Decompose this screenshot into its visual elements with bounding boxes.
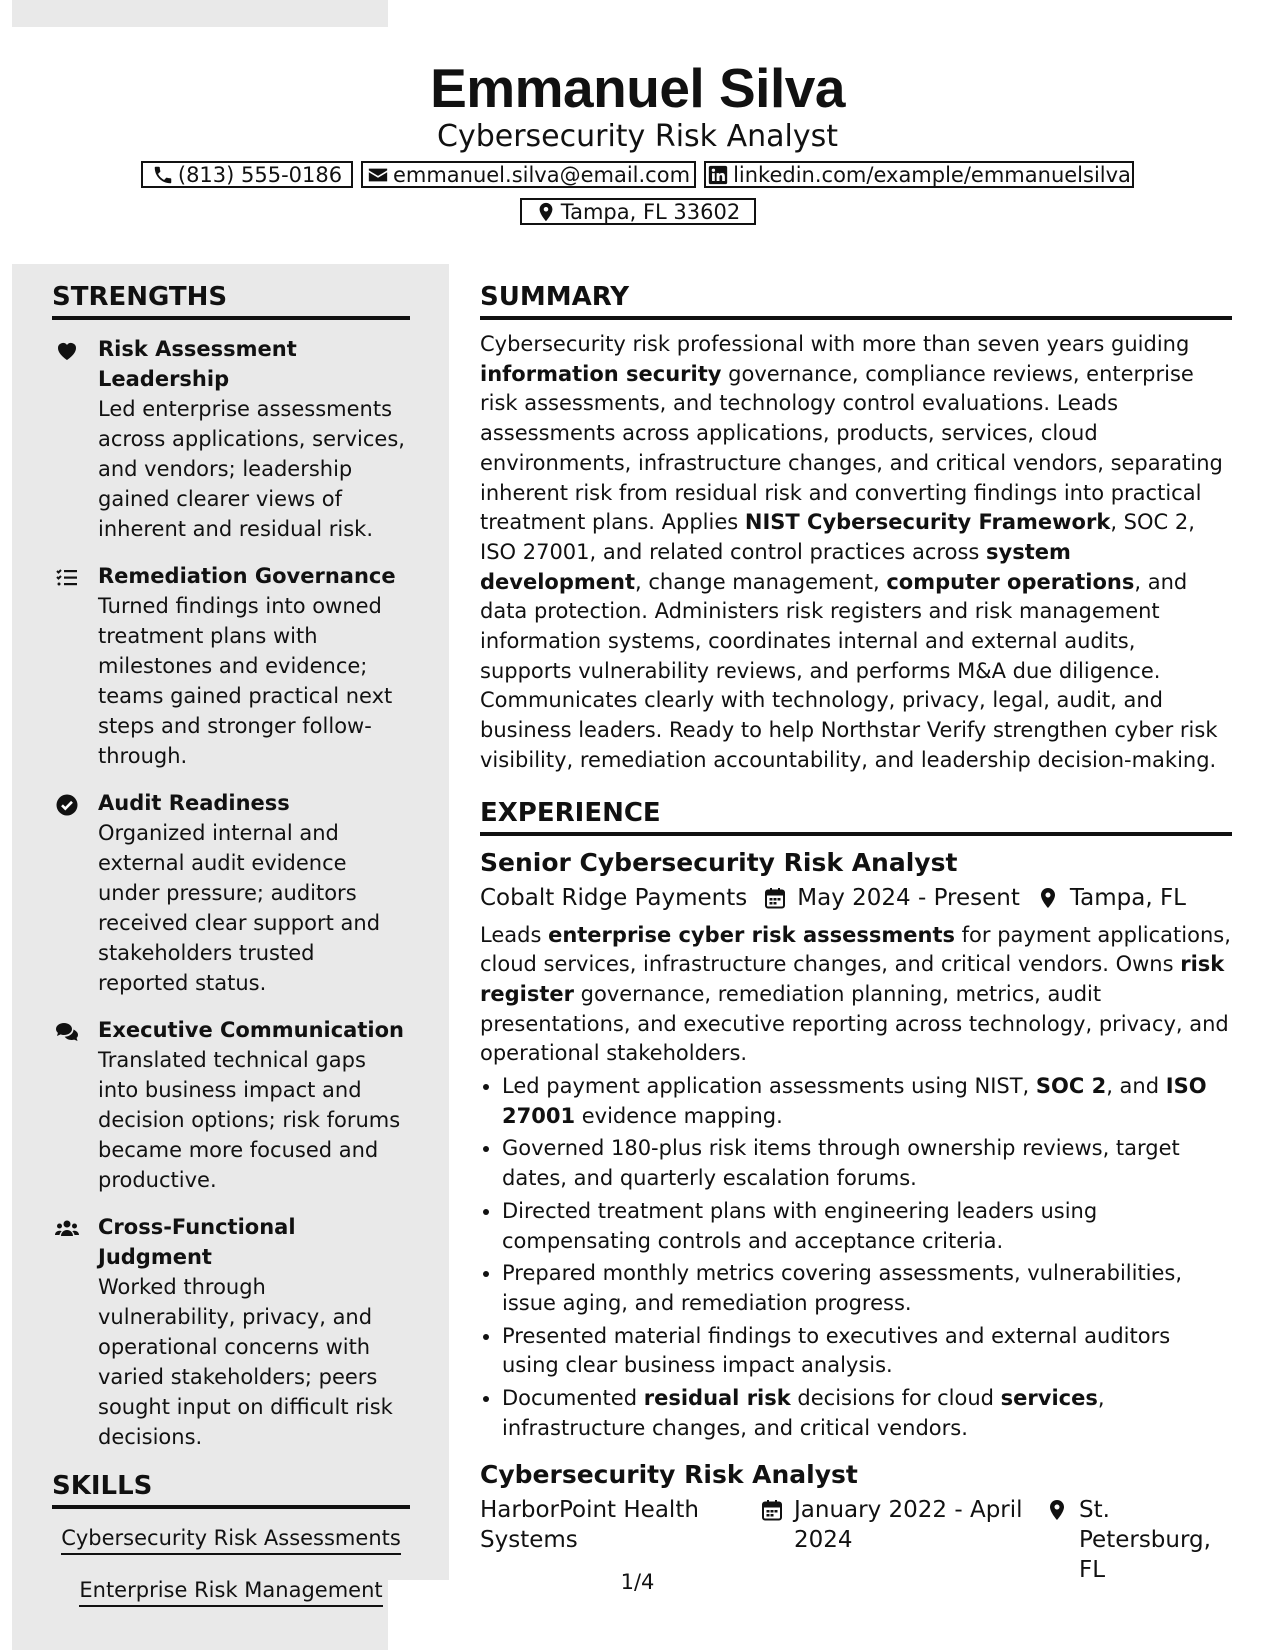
heart-icon (55, 339, 79, 363)
users-icon (55, 1217, 79, 1241)
strength-description: Translated technical gaps into business impact and decision options; risk forums became more focused and productive. (98, 1048, 401, 1192)
calendar-icon (760, 1498, 784, 1522)
job-description: Leads enterprise cyber risk assessments for payment applications, cloud services, infrastructure changes, and critical vendors. Owns risk register governance, remediation planning, metrics, audit presentations, and executive reporting across technology, privacy, and operational stakeholders. (480, 922, 1231, 1066)
candidate-name: Emmanuel Silva (430, 57, 845, 119)
strength-item (52, 1015, 410, 1195)
skills-heading: SKILLS (52, 1469, 410, 1509)
phone-text: (813) 555-0186 (177, 162, 343, 187)
strengths-heading: STRENGTHS (52, 280, 410, 320)
strength-title: Remediation Governance (98, 564, 396, 588)
list-check-icon (55, 566, 79, 590)
experience-heading: EXPERIENCE (480, 796, 1232, 836)
company-name: HarborPoint Health Systems (480, 1496, 699, 1553)
calendar-icon (763, 886, 787, 910)
email-chip[interactable] (361, 161, 696, 188)
strength-description: Organized internal and external audit evidence under pressure; auditors received clear support and stakeholders trusted reported status. (98, 821, 381, 995)
top-decor-bar (12, 0, 388, 27)
linkedin-chip[interactable] (704, 161, 1134, 188)
bullet-item: • Led payment application assessments using NIST, SOC 2, and ISO 27001 evidence mapping. (502, 1072, 1232, 1131)
email-text: emmanuel.silva@email.com (392, 162, 691, 187)
candidate-title: Cybersecurity Risk Analyst (437, 119, 838, 154)
sidebar (52, 280, 410, 1627)
location-chip (520, 198, 756, 225)
skill-item: Enterprise Risk Management (79, 1575, 382, 1607)
strength-item (52, 1212, 410, 1452)
resume-header (0, 55, 1275, 225)
company-name: Cobalt Ridge Payments (480, 884, 748, 911)
strength-description: Turned findings into owned treatment plans with milestones and evidence; teams gained practical next steps and stronger follow-through. (98, 594, 393, 768)
job-dates: May 2024 - Present (797, 884, 1020, 911)
strength-item (52, 334, 410, 544)
job-location: St. Petersburg, FL (1079, 1496, 1211, 1583)
job-meta (480, 883, 1232, 913)
strengths-list (52, 334, 410, 1452)
bullet-item: • Directed treatment plans with engineering leaders using compensating controls and acceptance criteria. (502, 1197, 1232, 1256)
job-title: Cybersecurity Risk Analyst (480, 1459, 858, 1489)
strength-title: Audit Readiness (98, 791, 290, 815)
strength-description: Led enterprise assessments across applications, services, and vendors; leadership gained clearer views of inherent and residual risk. (98, 397, 405, 541)
page-number: 1/4 (620, 1570, 655, 1594)
job-title: Senior Cybersecurity Risk Analyst (480, 847, 958, 877)
strength-title: Risk Assessment Leadership (98, 337, 297, 391)
summary-text: Cybersecurity risk professional with more than seven years guiding information security governance, compliance reviews, enterprise risk assessments, and technology control evaluations. Leads assessments across applications, products, services, cloud environments, infrastructure changes, and critical vendors, separating inherent risk from residual risk and converting findings into practical treatment plans. Applies NIST Cybersecurity Framework, SOC 2, ISO 27001, and related control practices across system development, change management, computer operations, and data protection. Administers risk registers and risk management information systems, coordinates internal and external audits, supports vulnerability reviews, and performs M&A due diligence. Communicates clearly with technology, privacy, legal, audit, and business leaders. Ready to help Northstar Verify strengthen cyber risk visibility, remediation accountability, and leadership decision-making. (480, 332, 1223, 772)
linkedin-text: linkedin.com/example/emmanuelsilva (733, 162, 1131, 187)
bullet-item: • Governed 180-plus risk items through ownership reviews, target dates, and quarterly escalation forums. (502, 1134, 1232, 1193)
contact-row-2 (0, 198, 1275, 225)
job-dates: January 2022 - April 2024 (794, 1496, 1023, 1553)
main-column (480, 280, 1232, 1585)
linkedin-icon (707, 164, 729, 186)
comments-icon (55, 1020, 79, 1044)
bullet-item: • Prepared monthly metrics covering assessments, vulnerabilities, issue aging, and remediation progress. (502, 1259, 1232, 1318)
summary-heading: SUMMARY (480, 280, 1232, 320)
job-bullets (480, 1072, 1232, 1443)
job-location: Tampa, FL (1069, 884, 1186, 911)
phone-chip[interactable] (141, 161, 353, 188)
strength-description: Worked through vulnerability, privacy, and operational concerns with varied stakeholders; peers sought input on difficult risk decisions. (98, 1275, 393, 1449)
bullet-item: • Documented residual risk decisions for cloud services, infrastructure changes, and critical vendors. (502, 1384, 1232, 1443)
phone-icon (152, 164, 174, 186)
envelope-icon (367, 164, 389, 186)
strength-item (52, 561, 410, 771)
check-circle-icon (55, 793, 79, 817)
skill-item: Cybersecurity Risk Assessments (61, 1523, 401, 1555)
strength-title: Cross-Functional Judgment (98, 1215, 296, 1269)
location-text: Tampa, FL 33602 (560, 199, 741, 224)
strength-title: Executive Communication (98, 1018, 404, 1042)
map-pin-icon (1045, 1498, 1069, 1522)
contact-row (0, 161, 1275, 188)
strength-item (52, 788, 410, 998)
bullet-item: • Presented material findings to executives and external auditors using clear business impact analysis. (502, 1322, 1232, 1381)
map-pin-icon (1036, 886, 1060, 910)
map-pin-icon (535, 201, 557, 223)
